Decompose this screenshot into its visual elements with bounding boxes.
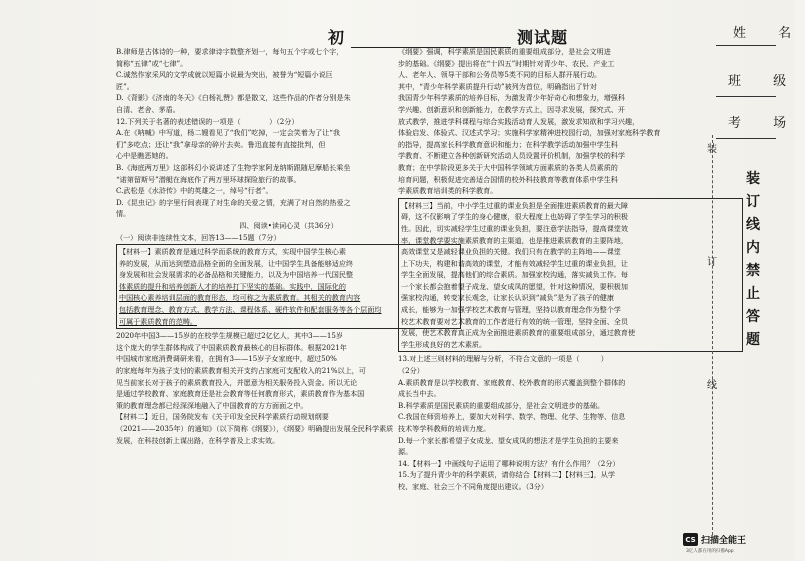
binding-fold-line xyxy=(712,135,713,535)
text-line: 12.下列关于名著的表述错误的一项是（ ）（2分） xyxy=(116,116,299,126)
text-line: 四、阅读•读词心灵（共36分） xyxy=(239,220,338,230)
name-field[interactable] xyxy=(716,45,776,46)
text-line: C.我国在师资培养上，要加大对科学、数学、物理、化学、生物等、信息 xyxy=(398,412,626,422)
text-line: 学素质教育培训类的科学教育。 xyxy=(398,186,498,196)
text-line: 策的教育理念都已经深深地融入了中国教育的方方面面之中。 xyxy=(116,400,308,410)
text-line: 上下功夫，构建和谐高效的课堂，才能有效减轻学生过重的课业负担，让 xyxy=(401,258,628,268)
text-line: 15.为了提升青少年的科学素质，请你结合【材料二】【材料三】，从学 xyxy=(398,470,615,480)
class-label: 班 级 xyxy=(728,74,801,89)
text-line: 碍，这不仅影响了学生的身心健康，很大程度上也妨碍了学生学习的积极 xyxy=(401,212,628,222)
text-line: 的指导，提高家长科学教育意识和能力；在科学教学活动加强中学生科 xyxy=(398,139,618,149)
text-line: 放式教学，推进学科课程与综合实践活动育人发展，激发求知欲和学习兴趣， xyxy=(398,116,640,126)
text-line: 学教育、不断建立各种创新研究活动人员设置评价机制，加强学校的科学 xyxy=(398,151,625,161)
text-line: 我国青少年科学素质的培养目标，为激发青少年好奇心和想象力，增强科 xyxy=(398,93,625,103)
text-line: 率，课堂教学要实施素质教育的主渠道，也是推进素质教育的主要阵地， xyxy=(401,235,628,245)
text-line: 简称“五律”或“七律”。 xyxy=(116,58,188,68)
text-line: 成长当中去。 xyxy=(398,389,441,399)
text-line: 中国核心素养培训层面的教育形态，均可称之为素质教育。其相关的教育内容 xyxy=(119,293,361,303)
text-line: C.诚然作家采风的文学成就以短篇小说最为突出，被誉为“短篇小说巨 xyxy=(116,70,333,80)
text-line: 中国城市家庭消费调研来看，在拥有3——15岁子女家庭中，超过50% xyxy=(116,354,337,364)
class-field[interactable] xyxy=(716,96,776,97)
notice-char: 禁 xyxy=(746,263,760,279)
text-line: B.《海底两万里》这部科幻小说讲述了生物学家阿龙纳斯跟随尼摩船长乘坐 xyxy=(116,162,351,172)
binding-notice xyxy=(744,168,762,352)
right-column xyxy=(398,46,743,493)
text-line: 技术等学科教师的培训力度。 xyxy=(398,424,491,433)
scanner-watermark xyxy=(683,533,746,546)
text-line: 养的发展，从而达到塑造品格全面的全面发展，让中国学生具备能够适应终 xyxy=(119,258,354,268)
text-line: 源。 xyxy=(398,447,413,457)
text-line: 学兴趣、创新意识和创新能力，在教学方式上，因寻求发展，探究式、开 xyxy=(398,104,625,114)
text-line: C.武松是《水浒传》中的英雄之一，绰号“行者”。 xyxy=(116,186,273,196)
material-3-box xyxy=(398,198,743,353)
text-line: D.《昆虫记》的字里行间表现了对生命的关爱之情，充满了对自然的热爱之 xyxy=(116,197,351,207)
exam-title xyxy=(328,20,568,48)
exam-room-field[interactable] xyxy=(716,138,776,139)
text-line: 情。 xyxy=(116,209,131,219)
scanner-logo-subtitle: 3亿人都在用的扫描App xyxy=(686,549,734,554)
text-line: 的家庭每年为孩子支付的素质教育相关开支约占家庭可支配收入的21%以上，可 xyxy=(116,366,366,376)
right-text-block xyxy=(398,46,743,197)
text-line: 成长，能够为一加强学校艺术教育与管理，坚持以教育理念作为整个学 xyxy=(401,305,621,315)
text-line: 人、老年人、领导干部和公务员等5类不同的目标人群开展行动。 xyxy=(398,70,602,80)
text-line: 培育问题，积极促进完善适合国情的校外科技教育等教育体系中学生科 xyxy=(398,174,618,184)
text-line: 一个家长都会抱着望子成龙、望女成凤的愿望，针对这种情况，要积极加 xyxy=(401,281,628,291)
text-line: D.每一个家长都希望子女成龙、望女成凤的想法才是学生负担的主要来 xyxy=(398,435,619,445)
text-line: 学生全面发展，提高他们的综合素质。加强家校沟通，落实减负工作。每 xyxy=(401,270,628,280)
text-line: 其中，“青少年科学素质提升行动”被列为首位，明确指出了针对 xyxy=(398,81,597,91)
notice-char: 答 xyxy=(746,309,760,325)
text-line: 包括教育理念、教育方式、教学方法、课程体系、硬件软件和配套服务等各个层面均 xyxy=(119,305,382,315)
text-line: 匠”。 xyxy=(116,81,134,91)
text-line: 校艺术教育要对艺术教育的工作者进行有效的统一管理，坚持全面、全员 xyxy=(401,316,628,326)
text-line: 是通过学校教育、家庭教育还是社会教育等任何教育形式，素质教育作为基本国 xyxy=(116,389,365,399)
name-label: 姓 名 xyxy=(733,26,805,41)
text-line: 13.对上述三则材料的理解与分析，不符合文意的一项是（ ） xyxy=(398,354,608,364)
text-line: B.科学素质是国民素质的重要组成部分，是社会文明进步的基础。 xyxy=(398,400,605,410)
notice-char: 内 xyxy=(746,240,760,256)
notice-char: 装 xyxy=(746,171,760,187)
text-line: 步的基础。《纲要》提出将在“十四五”时期针对青少年、农民、产业工 xyxy=(398,58,615,68)
text-line: 《纲要》强调，科学素质是国民素质的重要组成部分，是社会文明进 xyxy=(398,47,611,56)
scanner-logo-title: 扫描全能王 xyxy=(701,536,747,546)
notice-char: 订 xyxy=(746,194,760,210)
scanner-logo-icon: CS xyxy=(683,533,698,546)
notice-char: 题 xyxy=(746,332,760,348)
text-line: 们”多吃点；还让“我”拿母亲的碎片去卖。鲁迅直接有直接批判，但 xyxy=(116,139,326,149)
text-line: 教育；在中学阶段更多关于大中国科学领域方面素质的各类人员素质的 xyxy=(398,162,618,172)
text-line: 【材料一】素质教育是通过科学而系统的教育方式，实现中国学生核心素 xyxy=(119,247,346,257)
text-line: 性。因此，切实减轻学生过重的课业负担，要注意学法指导，提高课堂效 xyxy=(401,223,628,233)
title-prefix: 初 xyxy=(328,28,346,47)
text-line: 可属于素质教育的范畴。 xyxy=(119,316,198,326)
text-line: 【材料二】近日，国务院发布《关于印发全民科学素质行动规划纲要 xyxy=(116,412,329,422)
text-line: 自清、老舍、茅盾。 xyxy=(116,104,180,114)
binding-char: 线 xyxy=(707,380,717,391)
binding-char: 订 xyxy=(707,257,717,268)
text-line: 【材料三】当前，中小学生过重的课业负担是全面推进素质教育的最大障 xyxy=(401,200,628,210)
exam-room-label: 考 场 xyxy=(728,116,801,131)
text-line: A.在《呐喊》中写道，杨二嫂看见了“我们”吃掉，一定会笑着为了让“我 xyxy=(116,128,340,138)
text-line: 高效课堂又是减轻课业负担的关键。我们只有在教学的主阵地——课堂 xyxy=(401,247,621,257)
text-line: 体验启发、体验式、汉述式学习；实施科学家精神进校园行动，加强对家庭科学教育 xyxy=(398,128,661,138)
text-line: 身发展和社会发展需求的必备品格和关键能力，以及为中国培养一代国民整 xyxy=(119,270,354,280)
text-line: （2021——2035年）的通知》（以下简称《纲要》），《纲要》明确提出发展全民科学素质 xyxy=(116,424,394,433)
text-line: 14.【材料一】中画线句子运用了哪种说明方法？有什么作用？（2分） xyxy=(398,458,620,468)
text-line: 强家校沟通，转变家长观念，让家长认识到“减负”是为了孩子的健康 xyxy=(401,293,614,303)
text-line: 心中是瞧恶她的。 xyxy=(116,151,173,161)
text-line: “诺第留斯号”潜艇在海底作了两万里环球探险旅行的故事。 xyxy=(116,174,301,184)
notice-char: 线 xyxy=(746,217,760,233)
binding-char: 装 xyxy=(707,144,717,155)
text-line: （一）阅读非连续性文本，回答13——15题（7分） xyxy=(116,232,281,242)
text-line: 发展，使艺术教育真正成为全面推进素质教育的重要组成部分，通过教育使 xyxy=(401,328,636,338)
notice-char: 止 xyxy=(746,286,760,302)
text-line: 学生形成良好的艺术素质。 xyxy=(401,339,487,349)
text-line: D.《背影》《济南的冬天》《白杨礼赞》都是散文，这些作品的作者分别是朱 xyxy=(116,93,351,103)
text-line: B.律师是古体诗的一种，要求律诗字数整齐划一，每句五个字或七个字， xyxy=(116,47,344,56)
text-line: A.素质教育是以学校教育、家庭教育、校外教育的形式覆盖到整个群体的 xyxy=(398,377,626,387)
text-line: （2分） xyxy=(398,366,424,376)
title-text: 测试题 xyxy=(517,28,569,47)
text-line: 体素质的提升和培养创新人才的培养打下坚实的基础。实践中，国际化的 xyxy=(119,281,346,291)
text-line: 这个庞大的学生群体构成了中国素质教育最核心的目标群体。根据2021年 xyxy=(116,342,347,352)
right-text-after xyxy=(398,353,743,492)
text-line: 2020年中国3——15岁的在校学生规模已超过2亿亿人，其中3——15岁 xyxy=(116,331,343,341)
text-line: 校、家庭、社会三个不同角度提出建议。（3分） xyxy=(398,481,548,491)
text-line: 见当前家长对于孩子的素质教育投入，并愿意为相关服务投入资金。所以无论 xyxy=(116,377,358,387)
text-line: 发展，在科技创新上谋出路，在科学普及上求实效。 xyxy=(116,435,280,445)
